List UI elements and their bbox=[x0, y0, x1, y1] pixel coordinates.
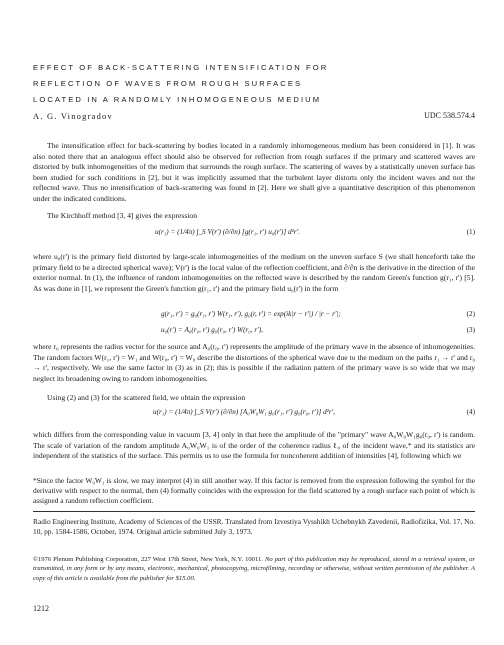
paragraph-definitions: where u₀(r') is the primary field distorted by large-scale inhomogeneities of the medium on the uneven surface S (we shall henceforth take the primary field to be a directed spherical wave); V(r') is the local value of the reflection coefficient, and ∂/∂n is the derivative in the direction of the exterior normal. In (1), the influence of random inhomogeneities on the reflected wave is described by the random Green's function g(r₁, r') [5]. As was done in [1], we represent the Green's function g(r₁, r') and the primary field u₀(r') in the form bbox=[33, 252, 475, 293]
affiliation-divider bbox=[33, 511, 475, 512]
page-number: 1212 bbox=[33, 604, 49, 613]
equation-1-expression: u(r₁) = (1/4π) ∫_S V(r') (∂/∂n) [g(r₁, r') u₀(r')] d²r'. bbox=[155, 228, 300, 236]
paragraph-kirchhoff: The Kirchhoff method [3, 4] gives the expression bbox=[47, 211, 198, 220]
footnote: *Since the factor W₀W₁ is slow, we may interpret (4) in still another way. If this factor is removed from the expression following the symbol for the derivative with respect to the normal, then (4) formally coincides with the expression for the field scattered by a rough surface each point of which is assigned a random reflection coefficient. bbox=[33, 476, 475, 506]
author-row bbox=[33, 111, 473, 123]
title-line-3: LOCATED IN A RANDOMLY INHOMOGENEOUS MEDIUM bbox=[33, 95, 322, 104]
equation-3-expression: u₀(r') = A₀(r₀, r') g₀(r₀, r') W(r₀, r'), bbox=[161, 326, 263, 334]
title-line-2: REFLECTION OF WAVES FROM ROUGH SURFACES bbox=[33, 79, 303, 88]
title-line-1: EFFECT OF BACK-SCATTERING INTENSIFICATION FOR bbox=[33, 63, 329, 72]
equation-1 bbox=[33, 228, 475, 242]
affiliation-note: Radio Engineering Institute, Academy of Sciences of the USSR. Translated from Izvestiya Vysshikh Uchebnykh Zavedenii, Radiofizika, Vol. 17, No. 10, pp. 1584-1586, October, 1974. Original article submitted July 3, 1973. bbox=[33, 517, 475, 537]
equation-2 bbox=[33, 310, 475, 324]
paragraph-scattered-field: Using (2) and (3) for the scattered field, we obtain the expression bbox=[47, 393, 246, 402]
copyright-body: No part of this publication may be reproduced, stored in a retrieval system, or transmitted, in any form or by any means, electronic, mechanical, photocopying, microfilming, recording or otherwise, without written permission of the publisher. A copy of this article is available from the publisher for $15.00. bbox=[33, 556, 475, 582]
equation-4-number: (4) bbox=[466, 408, 475, 416]
paragraph-random-factors: where r₀ represents the radius vector for the source and A₀(r₀, r') represents the amplitude of the primary wave in the absence of inhomogeneities. The random factors W(r₁, r') = W₁ and W(r₀, r') = W₀ describe the distortions of the spherical wave due to the medium on the paths r₁ → r' and r₀ → r', respectively. We use the same factor in (3) as in (2); this is possible if the radiation pattern of the primary wave is so wide that we may neglect its broadening owing to random inhomogeneities. bbox=[33, 342, 475, 383]
copyright-lead: ©1976 Plenum Publishing Corporation, 227 West 17th Street, New York, N.Y. 10011. bbox=[33, 556, 263, 563]
equation-4 bbox=[33, 408, 475, 422]
equation-4-expression: u(r₁) = (1/4π) ∫_S V(r') (∂/∂n) [A₀W₀W₁ g₀(r₁, r') g₀(r₀, r')] d²r', bbox=[153, 408, 335, 416]
copyright-notice bbox=[33, 555, 475, 583]
equation-2-expression: g(r₁, r') = g₀(r₁, r') W(r₁, r'), g₀(r, r') = exp(ik|r − r'|) / |r − r'|; bbox=[161, 310, 341, 318]
article-title bbox=[33, 60, 473, 108]
equation-3-number: (3) bbox=[466, 326, 475, 334]
equation-2-number: (2) bbox=[466, 310, 475, 318]
equation-1-number: (1) bbox=[466, 228, 475, 236]
paragraph-random-amplitude: which differs from the corresponding value in vacuum [3, 4] only in that here the amplitude of the "primary" wave A₀W₀W₁g₀(r₀, r') is random. The scale of variation of the random amplitude A₀W₀W₁ is of the order of the coherence radius ℓ₀ of the incident wave,* and its statistics are independent of the statistics of the surface. This permits us to use the formula for noncoherent addition of intensities [4], following which we bbox=[33, 430, 475, 461]
udc-code: UDC 538.574.4 bbox=[424, 111, 475, 120]
paragraph-intro: The intensification effect for back-scattering by bodies located in a randomly inhomogeneous medium has been considered in [1]. It was also noted there that an analogous effect should also be observed for reflection from rough surfaces if the primary and scattered waves are distorted by bulk inhomogeneities of the medium that surrounds the rough surface. The scattering of waves by a statistically uneven surface has been studied for such conditions in [2], but it was implicitly assumed that the turbulent layer distorts only the incident waves and not the reflected wave. Thus no intensification of back-scattering was found in [2]. Here we shall give a quantitative description of this phenomenon under the indicated conditions. bbox=[33, 141, 475, 203]
author-name: A. G. Vinogradov bbox=[33, 111, 113, 121]
equation-3 bbox=[33, 326, 475, 340]
